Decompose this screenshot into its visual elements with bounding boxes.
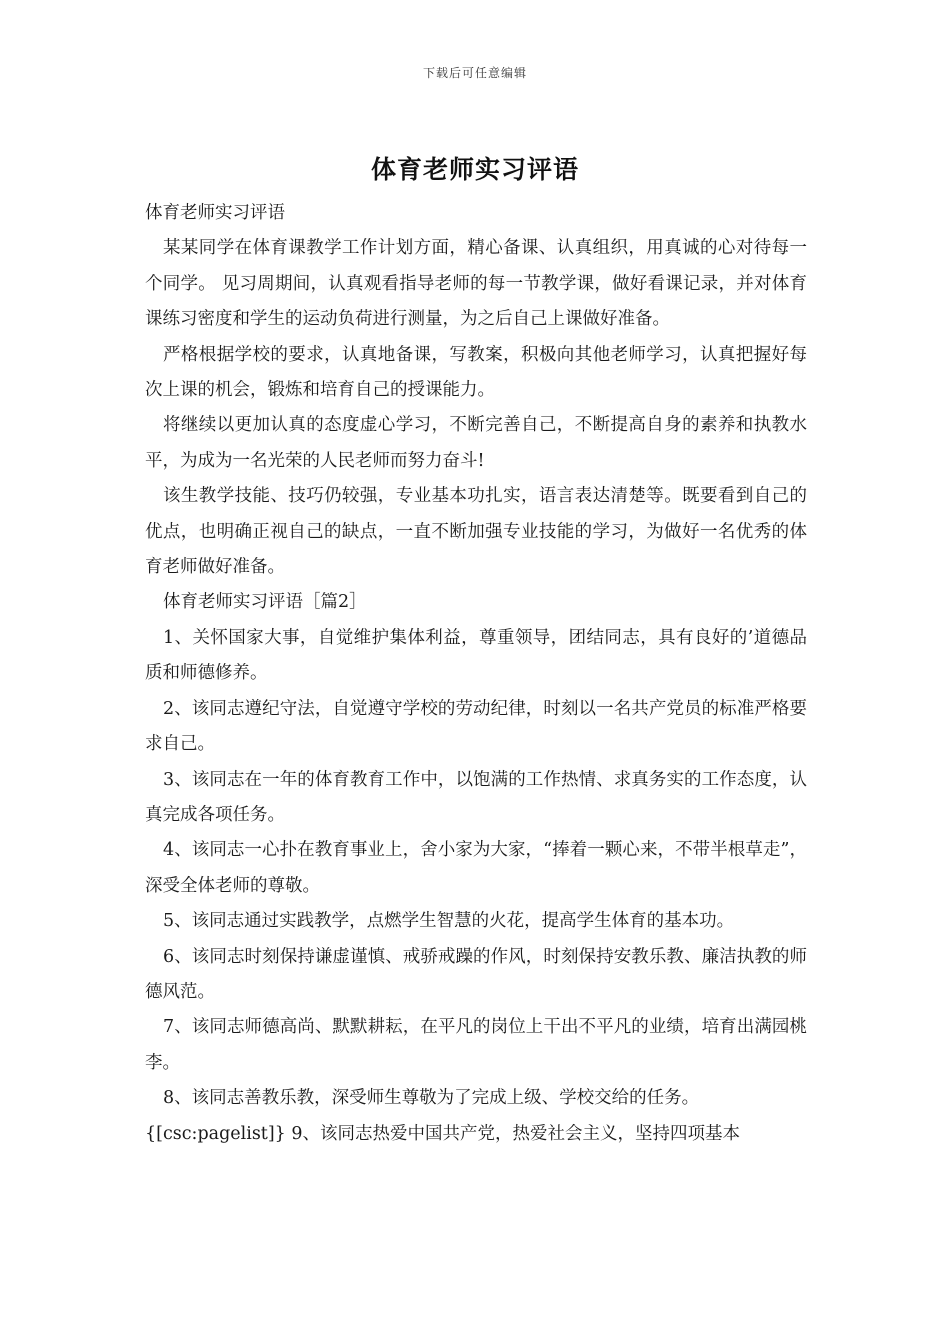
paragraph: 将继续以更加认真的态度虚心学习，不断完善自己，不断提高自身的素养和执教水平，为成为一名光荣的人民老师而努力奋斗!: [145, 415, 807, 471]
document-body: [145, 196, 807, 1152]
paragraph: 该生教学技能、技巧仍较强，专业基本功扎实，语言表达清楚等。既要看到自己的优点，也明确正视自己的缺点，一直不断加强专业技能的学习，为做好一名优秀的体育老师做好准备。: [145, 486, 807, 578]
list-item: 3、该同志在一年的体育教育工作中，以饱满的工作热情、求真务实的工作态度，认真完成各项任务。: [145, 769, 807, 825]
list-item: 8、该同志善教乐教，深受师生尊敬为了完成上级、学校交给的任务。: [163, 1088, 700, 1109]
list-item: 6、该同志时刻保持谦虚谨慎、戒骄戒躁的作风，时刻保持安教乐教、廉洁执教的师德风范。: [145, 946, 807, 1002]
document-title: 体育老师实习评语: [370, 155, 579, 184]
section-subheading: 体育老师实习评语［篇2］: [163, 592, 367, 613]
paragraph: 体育老师实习评语: [145, 203, 285, 223]
list-item: 7、该同志师德高尚、默默耕耘，在平凡的岗位上干出不平凡的业绩，培育出满园桃李。: [145, 1017, 807, 1073]
list-item: 2、该同志遵纪守法，自觉遵守学校的劳动纪律，时刻以一名共产党员的标准严格要求自己。: [145, 698, 807, 755]
paragraph: 严格根据学校的要求，认真地备课，写教案，积极向其他老师学习，认真把握好每次上课的机会，锻炼和培育自己的授课能力。: [145, 344, 807, 401]
list-item: 1、关怀国家大事，自觉维护集体利益，尊重领导，团结同志，具有良好的’道德品质和师德修养。: [145, 627, 807, 684]
paragraph: 某某同学在体育课教学工作计划方面，精心备课、认真组织，用真诚的心对待每一个同学。 见习周期间，认真观看指导老师的每一节教学课，做好看课记录，并对体育课练习密度和学生的运动负荷进行测量，为之后自己上课做好准备。: [145, 238, 807, 330]
list-item: {[csc:pagelist]} 9、该同志热爱中国共产党，热爱社会主义，坚持四项基本: [145, 1123, 740, 1144]
list-item: 4、该同志一心扑在教育事业上，舍小家为大家，“捧着一颗心来，不带半根草走”，深受全体老师的尊敬。: [145, 840, 807, 896]
list-item: 5、该同志通过实践教学，点燃学生智慧的火花，提高学生体育的基本功。: [163, 911, 735, 932]
header-note: 下载后可任意编辑: [422, 66, 527, 80]
